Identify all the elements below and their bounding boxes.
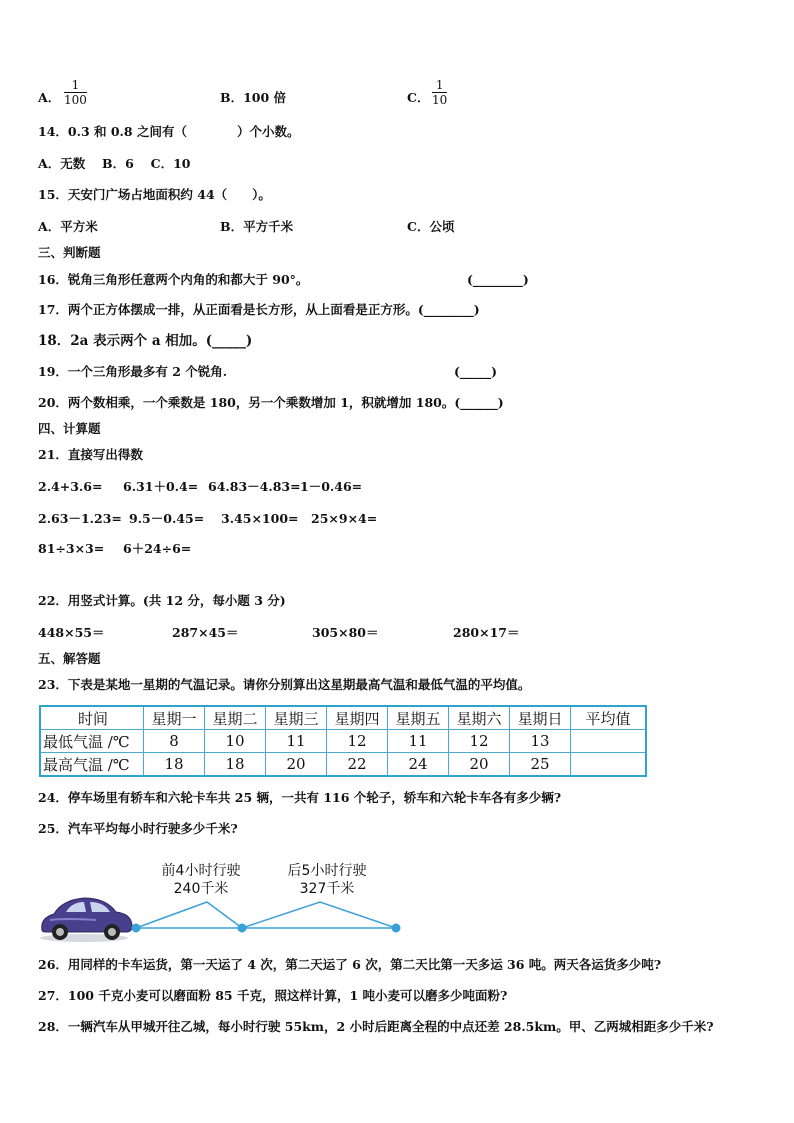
q19-answer-blank[interactable]: (_____) — [454, 364, 498, 379]
table-header-cell: 星期一 — [144, 706, 205, 730]
q13-option-c-fraction — [432, 78, 447, 107]
q15-option-a: A．平方米 — [38, 219, 98, 234]
table-cell: 22 — [327, 753, 388, 777]
section-heading-word-problems: 五、解答题 — [38, 651, 101, 666]
q21-item: 6＋24÷6= — [123, 541, 192, 556]
q16-answer-blank[interactable]: (________) — [467, 272, 529, 287]
q16-stem: 16．锐角三角形任意两个内角的和都大于 90°。 — [38, 272, 309, 287]
q17: 17．两个正方体摆成一排，从正面看是长方形，从上面看是正方形。(________) — [38, 302, 480, 317]
table-cell: 20 — [266, 753, 327, 777]
q25-stem: 25．汽车平均每小时行驶多少千米? — [38, 821, 238, 836]
distance-line — [132, 902, 401, 933]
table-header-cell: 星期四 — [327, 706, 388, 730]
q27: 27．100 千克小麦可以磨面粉 85 千克，照这样计算，1 吨小麦可以磨多少吨面粉? — [38, 988, 508, 1003]
q21-item: 3.45×100= — [221, 511, 299, 526]
q20: 20．两个数相乘，一个乘数是 180，另一个乘数增加 1，积就增加 180。(______) — [38, 395, 504, 410]
q15-stem: 15．天安门广场占地面积约 44（ ）。 — [38, 187, 271, 202]
journey-diagram — [36, 890, 416, 945]
table-cell: 12 — [449, 730, 510, 753]
fraction-denominator: 100 — [64, 93, 87, 107]
table-header-row — [40, 706, 646, 730]
table-row-label: 最低气温 /℃ — [40, 730, 144, 753]
q18: 18．2a 表示两个 a 相加。(_____) — [38, 333, 253, 349]
q22-stem: 22．用竖式计算。(共 12 分，每小题 3 分) — [38, 593, 286, 608]
q21-item: 81÷3×3= — [38, 541, 105, 556]
fraction-numerator: 1 — [435, 78, 444, 92]
end-point — [392, 924, 401, 933]
table-cell: 20 — [449, 753, 510, 777]
fraction-denominator: 10 — [432, 93, 448, 107]
q13-option-b: B．100 倍 — [220, 90, 287, 105]
table-cell-average[interactable] — [571, 730, 647, 753]
table-cell: 12 — [327, 730, 388, 753]
table-header-cell: 星期五 — [388, 706, 449, 730]
table-header-cell: 星期六 — [449, 706, 510, 730]
table-row-label: 最高气温 /℃ — [40, 753, 144, 777]
temperature-table — [39, 705, 647, 777]
table-cell: 25 — [510, 753, 571, 777]
q14-stem: 14．0.3 和 0.8 之间有（ ）个小数。 — [38, 124, 300, 139]
table-cell: 11 — [388, 730, 449, 753]
q15-option-b: B．平方千米 — [220, 219, 294, 234]
q15-option-c: C．公顷 — [407, 219, 455, 234]
segment1-label-line2: 240千米 — [173, 881, 229, 897]
q24: 24．停车场里有轿车和六轮卡车共 25 辆，一共有 116 个轮子，轿车和六轮卡车各有多少辆? — [38, 790, 562, 805]
q22-item: 280×17＝ — [453, 625, 520, 640]
q14-options: A．无数 B．6 C．10 — [38, 156, 191, 171]
car-icon — [40, 898, 132, 942]
q21-item: 64.83－4.83= — [208, 479, 301, 494]
table-cell: 10 — [205, 730, 266, 753]
table-header-cell: 平均值 — [571, 706, 647, 730]
q23-stem: 23．下表是某地一星期的气温记录。请你分别算出这星期最高气温和最低气温的平均值。 — [38, 677, 531, 692]
q13-option-a-fraction — [64, 78, 87, 107]
table-row — [40, 753, 646, 777]
table-header-cell: 星期二 — [205, 706, 266, 730]
q13-option-c-label: C． — [407, 90, 430, 105]
q21-item: 2.4+3.6= — [38, 479, 103, 494]
q26: 26．用同样的卡车运货，第一天运了 4 次，第二天运了 6 次，第二天比第一天多运 36 吨。两天各运货多少吨? — [38, 957, 662, 972]
table-cell-average[interactable] — [571, 753, 647, 777]
table-row — [40, 730, 646, 753]
table-cell: 24 — [388, 753, 449, 777]
table-cell: 13 — [510, 730, 571, 753]
section-heading-calculation: 四、计算题 — [38, 421, 101, 436]
q28: 28．一辆汽车从甲城开往乙城，每小时行驶 55km，2 小时后距离全程的中点还差 28.5km。甲、乙两城相距多少千米? — [38, 1019, 714, 1034]
q21-item: 9.5－0.45= — [129, 511, 205, 526]
q21-item: 1－0.46= — [300, 479, 363, 494]
start-point — [132, 924, 141, 933]
table-header-cell: 星期三 — [266, 706, 327, 730]
table-cell: 18 — [144, 753, 205, 777]
q19-stem: 19．一个三角形最多有 2 个锐角. — [38, 364, 228, 379]
table-cell: 8 — [144, 730, 205, 753]
q21-item: 2.63－1.23= — [38, 511, 122, 526]
segment2-label-line1: 后5小时行驶 — [287, 863, 367, 879]
q21-stem: 21．直接写出得数 — [38, 447, 143, 462]
q22-item: 305×80＝ — [312, 625, 379, 640]
segment2-label-line2: 327千米 — [299, 881, 355, 897]
table-cell: 18 — [205, 753, 266, 777]
q13-option-a-label: A． — [38, 90, 61, 105]
q22-item: 287×45＝ — [172, 625, 239, 640]
q21-item: 25×9×4= — [311, 511, 378, 526]
table-header-cell: 时间 — [40, 706, 144, 730]
q22-item: 448×55＝ — [38, 625, 105, 640]
table-header-cell: 星期日 — [510, 706, 571, 730]
fraction-numerator: 1 — [71, 78, 80, 92]
table-cell: 11 — [266, 730, 327, 753]
q21-item: 6.31＋0.4= — [123, 479, 199, 494]
mid-point — [238, 924, 247, 933]
segment1-label-line1: 前4小时行驶 — [161, 863, 241, 879]
section-heading-judgement: 三、判断题 — [38, 245, 101, 260]
